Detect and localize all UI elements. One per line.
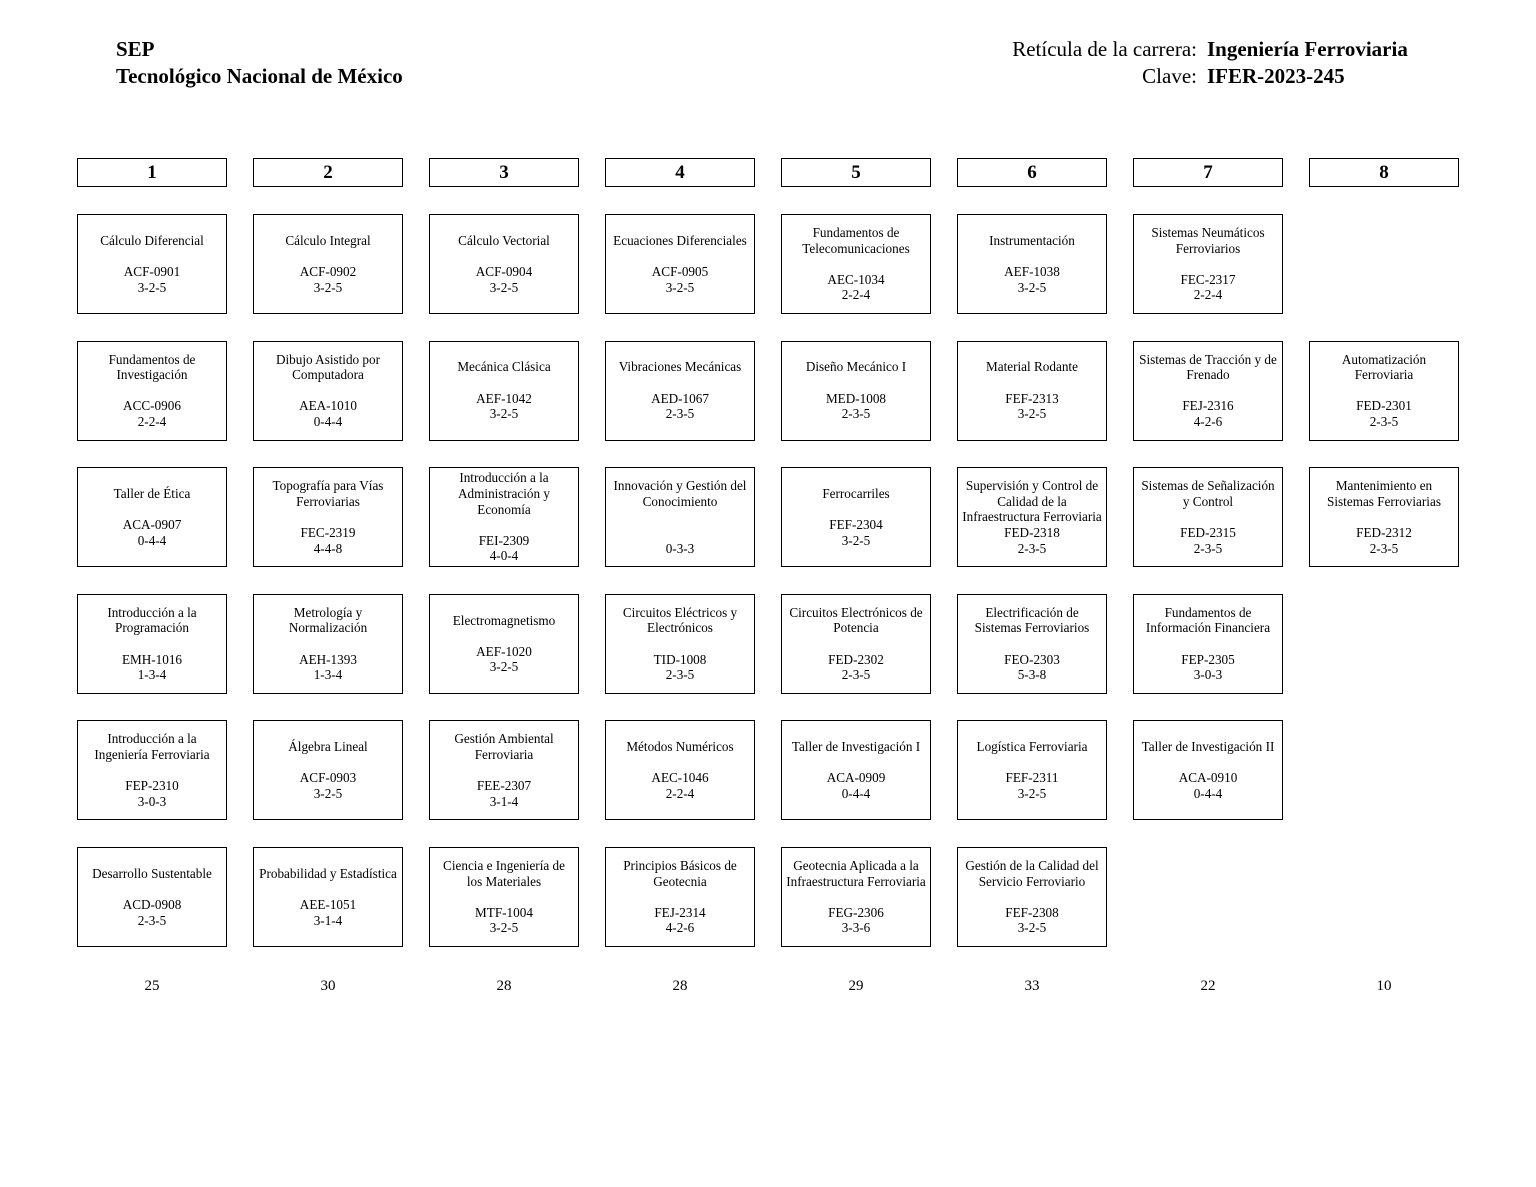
course-code: MTF-1004 [475, 904, 533, 920]
course-code: AED-1067 [651, 390, 709, 406]
course-credits: 0-4-4 [841, 785, 871, 801]
course-name: Desarrollo Sustentable [92, 865, 212, 881]
course-cell [605, 341, 755, 441]
course-code: MED-1008 [825, 390, 887, 406]
course-cell [1309, 341, 1459, 441]
course-cell [1133, 720, 1283, 820]
course-credits: 4-2-6 [665, 920, 695, 936]
course-name: Dibujo Asistido por Computadora [275, 351, 381, 383]
course-cell [781, 847, 931, 947]
course-cell [1133, 467, 1283, 567]
course-name: Probabilidad y Estadística [259, 865, 397, 881]
course-cell [957, 720, 1107, 820]
course-cell [429, 214, 579, 314]
course-name: Ecuaciones Diferenciales [613, 232, 747, 248]
course-cell [253, 467, 403, 567]
course-credits: 3-2-5 [665, 279, 695, 295]
career-name: Ingeniería Ferroviaria [1207, 37, 1408, 61]
course-code: FEJ-2316 [1182, 398, 1234, 414]
course-name: Innovación y Gestión del Conocimiento [613, 478, 747, 509]
course-code: TID-1008 [653, 651, 707, 667]
course-name: Fundamentos de Investigación [108, 351, 196, 383]
course-code: ACA-0909 [826, 770, 886, 786]
course-name: Gestión de la Calidad del Servicio Ferroviario [965, 858, 1099, 889]
course-credits: 3-1-4 [313, 912, 343, 928]
course-code: FEF-2311 [1005, 770, 1059, 786]
course-name: Cálculo Integral [285, 232, 371, 248]
course-credits: 1-3-4 [137, 667, 167, 683]
header-left [116, 36, 403, 90]
course-code: ACF-0902 [299, 264, 357, 279]
course-cell [1133, 594, 1283, 694]
course-credits: 2-3-5 [1193, 540, 1223, 556]
semester-number: 4 [605, 158, 755, 187]
course-code: FEC-2319 [300, 524, 356, 540]
course-name: Logística Ferroviaria [976, 739, 1088, 755]
course-code: ACA-0910 [1178, 770, 1238, 786]
course-name: Instrumentación [989, 232, 1075, 248]
course-code: FEO-2303 [1004, 651, 1060, 667]
semester-total-credits: 28 [672, 978, 688, 994]
semester-total-credits: 28 [496, 978, 512, 994]
course-credits: 2-3-5 [665, 406, 695, 422]
course-name: Cálculo Vectorial [458, 232, 550, 248]
course-credits: 3-2-5 [1017, 406, 1047, 422]
course-name: Introducción a la Administración y Economía [458, 470, 550, 517]
semester-number: 8 [1309, 158, 1459, 187]
course-credits: 4-0-4 [489, 548, 519, 564]
course-cell [253, 341, 403, 441]
course-cell [429, 720, 579, 820]
course-code: FEF-2308 [1005, 904, 1059, 920]
course-code: AEE-1051 [299, 897, 357, 912]
course-code: AEH-1393 [299, 651, 357, 667]
course-credits: 0-3-3 [665, 540, 695, 556]
course-credits: 4-2-6 [1193, 413, 1223, 429]
course-credits: 3-0-3 [1193, 667, 1223, 683]
course-code: ACC-0906 [123, 398, 181, 414]
semester-total-credits: 25 [144, 978, 160, 994]
course-cell [429, 467, 579, 567]
course-name: Supervisión y Control de Calidad de la Infraestructura Ferroviaria [962, 478, 1102, 525]
course-cell [957, 341, 1107, 441]
course-name: Ciencia e Ingeniería de los Materiales [443, 858, 565, 889]
course-credits: 3-2-5 [313, 279, 343, 295]
course-name: Electrificación de Sistemas Ferroviarios [974, 604, 1090, 636]
course-credits: 3-2-5 [1017, 920, 1047, 936]
course-cell [77, 467, 227, 567]
course-cell [77, 720, 227, 820]
course-name: Taller de Ética [113, 486, 191, 501]
course-name: Álgebra Lineal [288, 739, 368, 755]
org-name: SEP [116, 37, 155, 61]
course-cell [781, 467, 931, 567]
course-cell [77, 214, 227, 314]
course-cell [77, 594, 227, 694]
course-name: Métodos Numéricos [626, 739, 734, 755]
course-cell [253, 720, 403, 820]
course-cell [77, 341, 227, 441]
course-credits: 3-2-5 [137, 279, 167, 295]
course-cell [605, 847, 755, 947]
course-cell [1133, 341, 1283, 441]
course-name: Automatización Ferroviaria [1341, 351, 1427, 383]
course-code: AEF-1042 [476, 390, 532, 406]
course-code: ACF-0903 [299, 770, 357, 786]
header-right [940, 36, 1460, 90]
course-credits: 3-2-5 [489, 279, 519, 295]
course-code: ACF-0905 [651, 264, 709, 279]
course-code: FEJ-2314 [654, 904, 706, 920]
course-name: Gestión Ambiental Ferroviaria [454, 731, 554, 762]
course-cell [605, 594, 755, 694]
course-credits: 5-3-8 [1017, 667, 1047, 683]
course-credits: 2-3-5 [1369, 413, 1399, 429]
course-name: Taller de Investigación II [1141, 739, 1275, 755]
course-name: Geotecnia Aplicada a la Infraestructura Ferroviaria [786, 858, 926, 889]
course-credits: 3-2-5 [1017, 785, 1047, 801]
course-cell [253, 214, 403, 314]
course-cell [957, 467, 1107, 567]
course-code: AEA-1010 [299, 398, 357, 414]
course-credits: 3-2-5 [841, 532, 871, 548]
course-code: AEC-1046 [651, 770, 709, 786]
key-row [940, 63, 1460, 90]
course-cell [957, 847, 1107, 947]
course-name: Electromagnetismo [452, 612, 556, 628]
course-code: AEF-1038 [1004, 264, 1060, 279]
semester-total-credits: 30 [320, 978, 336, 994]
course-code: FED-2301 [1356, 398, 1412, 414]
course-code: FED-2315 [1180, 524, 1236, 540]
course-cell [957, 214, 1107, 314]
course-name: Vibraciones Mecánicas [618, 359, 742, 375]
course-name: Mecánica Clásica [457, 359, 551, 375]
course-name: Material Rodante [986, 359, 1078, 375]
course-credits: 0-4-4 [1193, 785, 1223, 801]
course-cell [781, 720, 931, 820]
course-code: FED-2318 [1004, 524, 1060, 540]
semester-total-credits: 33 [1024, 978, 1040, 994]
course-cell [253, 847, 403, 947]
course-cell [781, 594, 931, 694]
course-code: FEF-2313 [1005, 390, 1059, 406]
course-credits: 2-2-4 [1193, 287, 1223, 303]
course-name: Circuitos Eléctricos y Electrónicos [622, 604, 738, 636]
course-credits: 2-3-5 [1369, 540, 1399, 556]
course-credits: 4-4-8 [313, 540, 343, 556]
course-credits: 2-3-5 [841, 406, 871, 422]
course-code: AEC-1034 [827, 271, 885, 287]
course-credits: 3-0-3 [137, 793, 167, 809]
key-label: Clave: [1142, 64, 1197, 88]
course-name: Topografía para Vías Ferroviarias [272, 478, 384, 509]
course-credits: 0-4-4 [137, 532, 167, 548]
course-cell [781, 341, 931, 441]
course-cell [957, 594, 1107, 694]
course-cell [77, 847, 227, 947]
course-credits: 0-4-4 [313, 413, 343, 429]
course-cell [429, 341, 579, 441]
course-code: FEC-2317 [1180, 271, 1236, 287]
course-name: Circuitos Electrónicos de Potencia [789, 604, 923, 636]
course-credits: 2-2-4 [841, 287, 871, 303]
course-code: FED-2302 [828, 651, 884, 667]
semester-number: 3 [429, 158, 579, 187]
course-cell [253, 594, 403, 694]
course-credits: 3-2-5 [489, 920, 519, 936]
course-credits: 3-2-5 [1017, 279, 1047, 295]
course-name: Mantenimiento en Sistemas Ferroviarias [1327, 478, 1441, 509]
course-name: Ferrocarriles [822, 486, 890, 501]
career-row [940, 36, 1460, 63]
course-code: FEI-2309 [478, 532, 530, 548]
course-name: Diseño Mecánico I [805, 359, 907, 375]
institution-name: Tecnológico Nacional de México [116, 64, 403, 88]
course-name: Introducción a la Ingeniería Ferroviaria [94, 731, 210, 762]
course-credits: 2-2-4 [137, 413, 167, 429]
course-credits: 2-3-5 [137, 912, 167, 928]
course-code: ACF-0901 [123, 264, 181, 279]
course-name: Principios Básicos de Geotecnia [623, 858, 737, 889]
course-credits: 1-3-4 [313, 667, 343, 683]
course-name: Taller de Investigación I [791, 739, 921, 755]
course-code: FED-2312 [1356, 524, 1412, 540]
course-credits: 2-2-4 [665, 785, 695, 801]
course-cell [781, 214, 931, 314]
course-name: Metrología y Normalización [288, 604, 368, 636]
semester-number: 2 [253, 158, 403, 187]
course-code: EMH-1016 [121, 651, 183, 667]
course-cell [1133, 214, 1283, 314]
course-name: Fundamentos de Telecomunicaciones [802, 225, 910, 256]
course-credits: 3-2-5 [489, 406, 519, 422]
course-credits: 2-3-5 [665, 667, 695, 683]
course-code: FEE-2307 [476, 778, 532, 794]
course-name: Introducción a la Programación [107, 604, 197, 636]
semester-number: 5 [781, 158, 931, 187]
career-label: Retícula de la carrera: [1012, 37, 1197, 61]
course-name: Cálculo Diferencial [100, 232, 204, 248]
course-code: FEF-2304 [829, 517, 883, 533]
course-name: Fundamentos de Información Financiera [1145, 604, 1271, 636]
course-cell [605, 214, 755, 314]
course-cell [1309, 467, 1459, 567]
course-cell [429, 847, 579, 947]
semester-number: 6 [957, 158, 1107, 187]
course-name: Sistemas Neumáticos Ferroviarios [1151, 225, 1265, 256]
course-cell [605, 720, 755, 820]
semester-total-credits: 10 [1376, 978, 1392, 994]
course-code: FEG-2306 [828, 904, 884, 920]
course-code: FEP-2310 [125, 778, 179, 794]
semester-total-credits: 22 [1200, 978, 1216, 994]
course-name: Sistemas de Tracción y de Frenado [1139, 351, 1277, 383]
course-code: ACA-0907 [122, 517, 182, 533]
course-credits: 2-3-5 [1017, 540, 1047, 556]
course-cell [605, 467, 755, 567]
course-code: ACD-0908 [122, 897, 182, 912]
course-code: AEF-1020 [476, 643, 532, 659]
course-code: ACF-0904 [475, 264, 533, 279]
semester-total-credits: 29 [848, 978, 864, 994]
course-code: FEP-2305 [1181, 651, 1235, 667]
course-credits: 3-1-4 [489, 793, 519, 809]
course-credits: 3-2-5 [313, 785, 343, 801]
course-credits: 3-3-6 [841, 920, 871, 936]
course-cell [429, 594, 579, 694]
course-credits: 3-2-5 [489, 659, 519, 675]
semester-number: 7 [1133, 158, 1283, 187]
course-credits: 2-3-5 [841, 667, 871, 683]
semester-number: 1 [77, 158, 227, 187]
course-name: Sistemas de Señalización y Control [1141, 478, 1275, 509]
key-value: IFER-2023-245 [1207, 64, 1345, 88]
